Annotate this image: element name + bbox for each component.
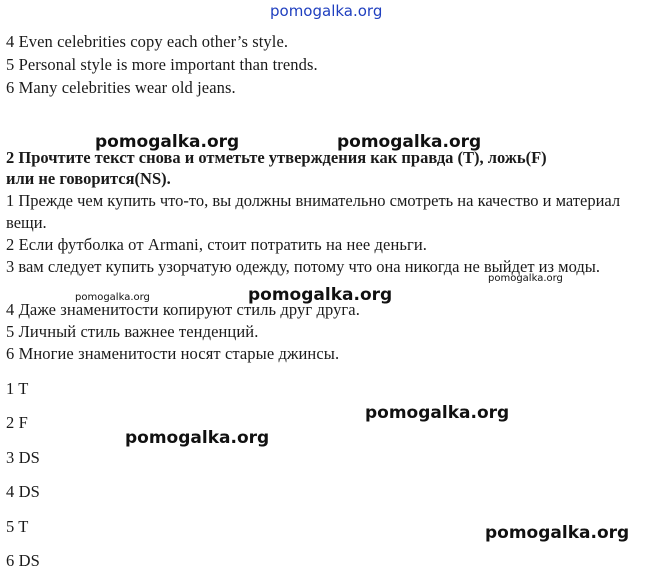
task-heading-line1: 2 Прочтите текст снова и отметьте утверждения как правда (T), ложь(F) (6, 148, 547, 167)
answer-3: 3 DS (6, 448, 40, 467)
russian-statement-1: 1 Прежде чем купить что-то, вы должны внимательно смотреть на качество и материал вещи. (6, 191, 621, 232)
watermark: pomogalka.org (75, 292, 150, 303)
answer-4: 4 DS (6, 482, 40, 501)
watermark: pomogalka.org (337, 132, 482, 152)
english-statement-5: 5 Personal style is more important than trends. (6, 55, 318, 74)
watermark: pomogalka.org (485, 523, 630, 543)
english-statement-4: 4 Even celebrities copy each other’s style. (6, 32, 289, 51)
watermark: pomogalka.org (488, 273, 563, 284)
watermark: pomogalka.org (365, 403, 510, 423)
russian-statement-4: 4 Даже знаменитости копируют стиль друг друга. (6, 300, 360, 319)
watermark: pomogalka.org (125, 428, 270, 448)
answer-2: 2 F (6, 413, 28, 432)
answer-6: 6 DS (6, 551, 40, 570)
english-statement-6: 6 Many celebrities wear old jeans. (6, 78, 236, 97)
watermark: pomogalka.org (248, 285, 393, 305)
answer-1: 1 T (6, 379, 29, 398)
russian-statement-5: 5 Личный стиль важнее тенденций. (6, 322, 259, 341)
watermark-top: pomogalka.org (270, 2, 383, 20)
task-heading-line2: или не говорится(NS). (6, 169, 171, 188)
watermark: pomogalka.org (95, 132, 240, 152)
russian-statement-2: 2 Если футболка от Armani, стоит потратить на нее деньги. (6, 235, 428, 254)
russian-statement-3: 3 вам следует купить узорчатую одежду, потому что она никогда не выйдет из моды. (6, 257, 600, 276)
russian-statement-6: 6 Многие знаменитости носят старые джинсы. (6, 344, 340, 363)
answer-5: 5 T (6, 517, 29, 536)
